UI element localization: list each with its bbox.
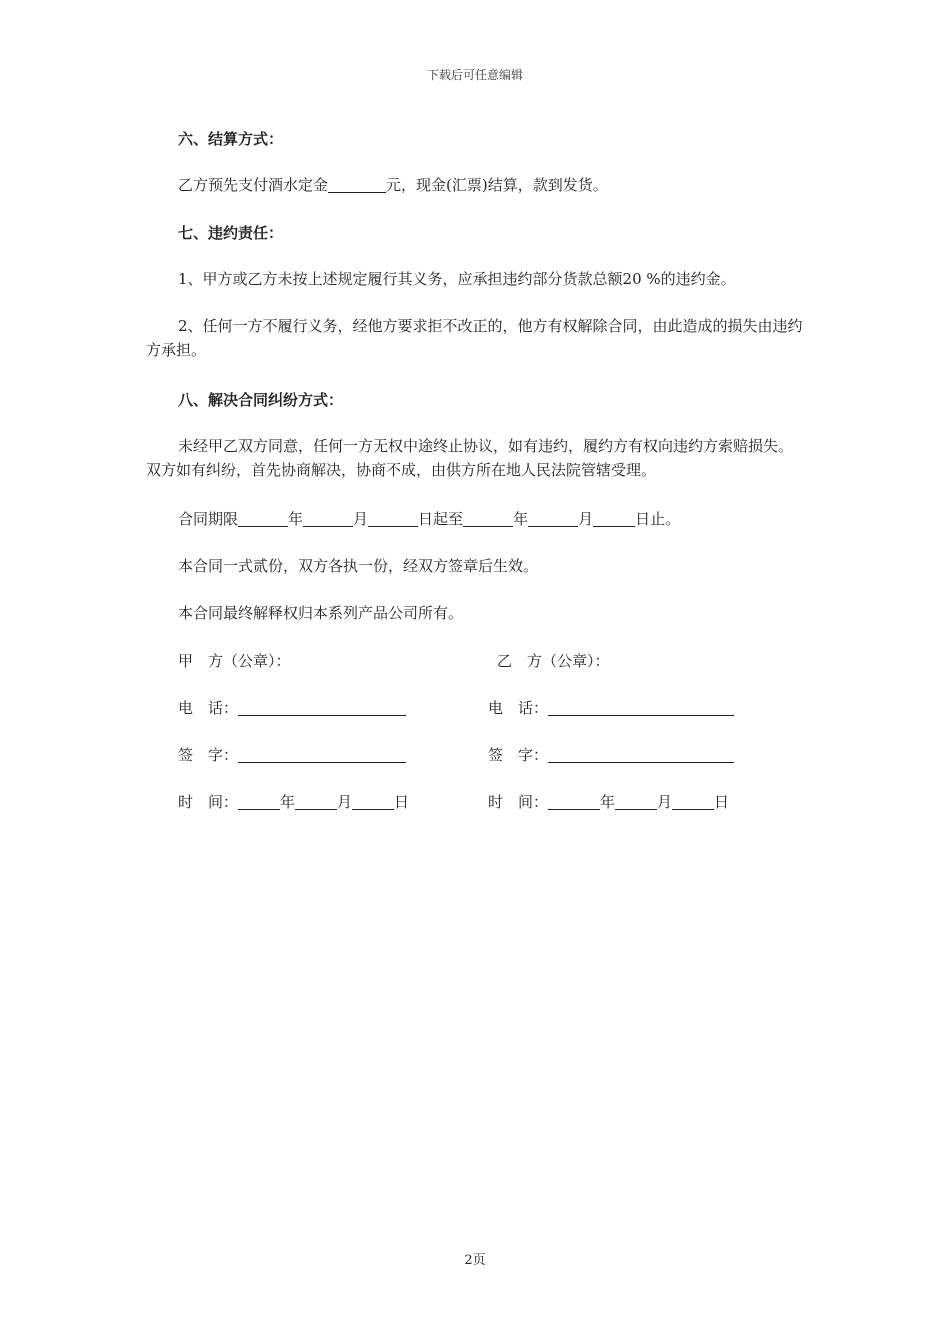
section-6-heading: 六、结算方式： (178, 130, 284, 148)
party-b-time-row (488, 791, 729, 812)
term-end-month-label: 月 (578, 510, 594, 528)
party-b-phone-row (488, 697, 734, 718)
deposit-label: 乙方预先支付酒水定金 (178, 176, 329, 194)
party-a-day-blank (352, 793, 394, 810)
party-a-phone-blank (238, 699, 406, 716)
party-a-phone-label: 电 话： (178, 699, 239, 717)
party-a-sign-blank (238, 746, 406, 763)
section-8-heading: 八、解决合同纠纷方式： (178, 391, 344, 409)
page-number: 2页 (464, 1253, 486, 1268)
page-header: 下载后可任意编辑 (426, 68, 523, 82)
term-end-year-label: 年 (513, 510, 529, 528)
party-b-day-blank (672, 793, 714, 810)
term-start-month-blank (303, 510, 353, 527)
party-b-month-blank (615, 793, 657, 810)
party-b-year-label: 年 (600, 793, 616, 811)
party-a-sign-row (178, 744, 406, 765)
party-a-title: 甲 方（公章）： (178, 652, 291, 670)
term-year-label: 年 (288, 510, 304, 528)
section-7-item-1: 1、甲方或乙方未按上述规定履行其义务，应承担违约部分货款总额20 %的违约金。 (178, 270, 736, 288)
party-a-year-label: 年 (280, 793, 296, 811)
term-month-label: 月 (353, 510, 369, 528)
section-8-paragraph: 未经甲乙双方同意，任何一方无权中途终止协议，如有违约，履约方有权向违约方索赔损失。双方如有纠纷，首先协商解决，协商不成，由供方所在地人民法院管辖受理。 (146, 437, 794, 479)
party-b-sign-blank (548, 746, 734, 763)
copies-clause: 本合同一式贰份，双方各执一份，经双方签章后生效。 (178, 557, 539, 575)
term-end-day-blank (593, 510, 635, 527)
section-6-paragraph (178, 173, 608, 197)
interpretation-clause: 本合同最终解释权归本系列产品公司所有。 (178, 604, 464, 622)
term-end-year-blank (463, 510, 513, 527)
party-a-day-label: 日 (394, 793, 410, 811)
section-7-heading: 七、违约责任： (178, 224, 284, 242)
party-a-time-label: 时 间： (178, 793, 239, 811)
party-a-year-blank (238, 793, 280, 810)
party-b-sign-row (488, 744, 734, 765)
deposit-amount-blank (328, 176, 386, 193)
term-from-label: 日起至 (418, 510, 464, 528)
section-7-item-2: 2、任何一方不履行义务，经他方要求拒不改正的，他方有权解除合同，由此造成的损失由违约方承担。 (146, 317, 803, 359)
party-b-title: 乙 方（公章）： (497, 652, 610, 670)
term-end-label: 日止。 (635, 510, 681, 528)
party-b-sign-label: 签 字： (488, 746, 549, 764)
party-a-month-label: 月 (337, 793, 353, 811)
term-start-day-blank (368, 510, 418, 527)
party-a-sign-label: 签 字： (178, 746, 239, 764)
contract-term-line (178, 507, 680, 531)
settlement-text: 元，现金(汇票)结算，款到发货。 (386, 176, 608, 194)
party-b-day-label: 日 (714, 793, 730, 811)
party-a-month-blank (295, 793, 337, 810)
term-end-month-blank (528, 510, 578, 527)
term-label: 合同期限 (178, 510, 239, 528)
party-b-year-blank (548, 793, 600, 810)
party-a-phone-row (178, 697, 406, 718)
party-b-phone-blank (548, 699, 734, 716)
party-b-phone-label: 电 话： (488, 699, 549, 717)
party-b-month-label: 月 (657, 793, 673, 811)
party-a-time-row (178, 791, 409, 812)
term-start-year-blank (238, 510, 288, 527)
party-b-time-label: 时 间： (488, 793, 549, 811)
